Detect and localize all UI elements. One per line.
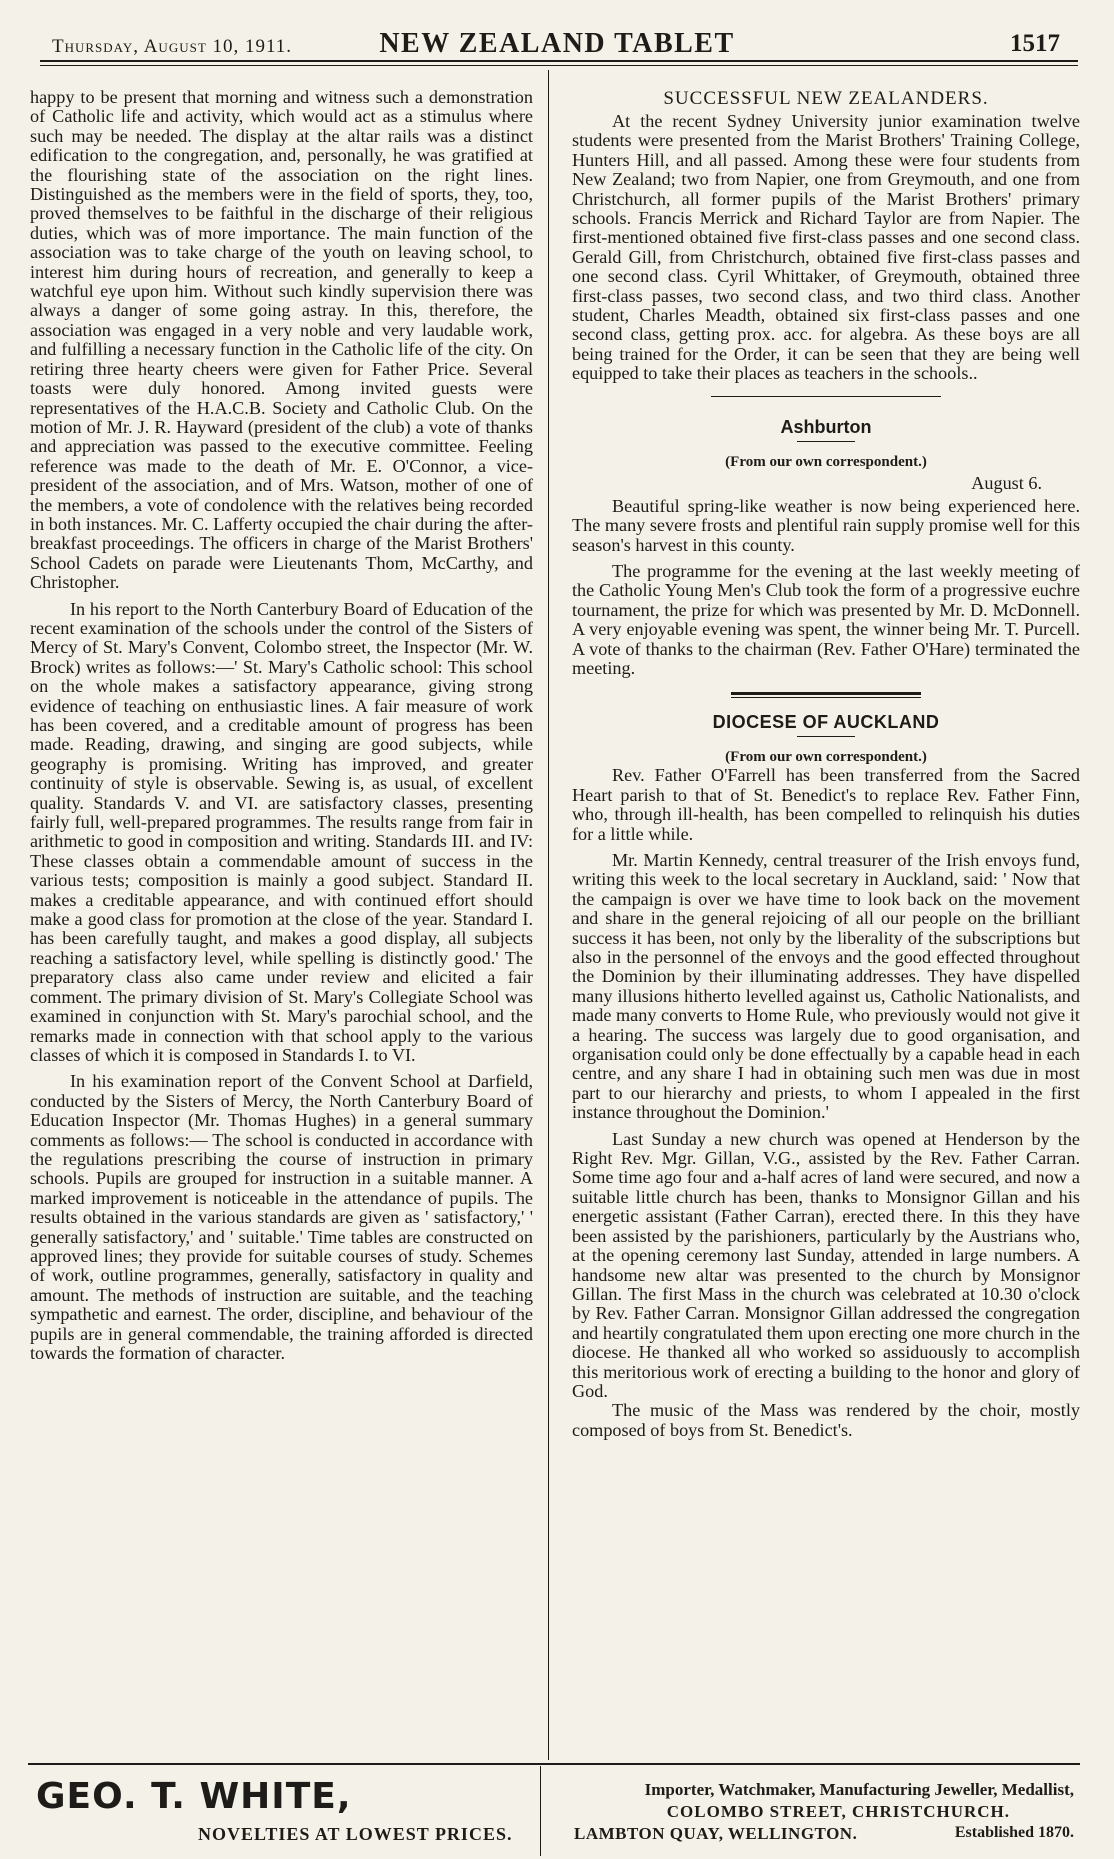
article-paragraph: Last Sunday a new church was opened at Henderson by the Right Rev. Mgr. Gillan, V.G., assisted by the Rev. Father Carran. Some time ago four and a-half acres of land were secured, and now a suitable little church has been, thanks to Monsignor Gillan and his energetic assistant (Father Carran), erected there. In this they have been assisted by the parishioners, particularly by the Austrians who, at the opening ceremony last Sunday, attended in large numbers. A handsome new altar was presented to the church by Monsignor Gillan. The first Mass in the church was celebrated at 10.30 o'clock by Rev. Father Carran. Monsignor Gillan addressed the congregation and heartily congratulated them upon erecting one more church in the diocese. He thanked all who worked so assiduously to accomplish this meritorious work of erecting a building to the honor and glory of God. (572, 1128, 1080, 1401)
article-paragraph: Beautiful spring-like weather is now being experienced here. The many severe frosts and plentiful rain supply promise well for this season's harvest in this county. (572, 495, 1080, 555)
masthead (40, 28, 1074, 62)
publication-title: NEW ZEALAND TABLET (379, 28, 735, 59)
heading-underline (797, 441, 855, 442)
article-paragraph: Rev. Father O'Farrell has been transferred from the Sacred Heart parish to that of St. Benedict's to replace Rev. Father Finn, who, through ill-health, has been compelled to relinquish his duties for a little while. (572, 765, 1080, 844)
advertiser-address-christchurch: COLOMBO STREET, CHRISTCHURCH. (666, 1802, 1010, 1821)
section-heading: DIOCESE OF AUCKLAND (712, 712, 940, 733)
advertisement-rule (28, 1763, 1080, 1765)
advertiser-name: GEO. T. WHITE, (36, 1776, 352, 1817)
section-successful-new-zealanders (572, 88, 1080, 384)
section-separator (711, 396, 941, 397)
section-title: SUCCESSFUL NEW ZEALANDERS. (663, 88, 989, 109)
correspondent-byline: (From our own correspondent.) (725, 749, 927, 766)
section-heading: Ashburton (780, 416, 872, 437)
article-paragraph: The music of the Mass was rendered by the choir, mostly composed of boys from St. Benedict's. (572, 1400, 1080, 1440)
issue-date: Thursday, August 10, 1911. (52, 36, 293, 57)
advertisement-banner (28, 1772, 1080, 1852)
page-number: 1517 (1010, 30, 1060, 57)
advertiser-trade: Importer, Watchmaker, Manufacturing Jeweller, Medallist, (644, 1780, 1074, 1799)
article-paragraph: Mr. Martin Kennedy, central treasurer of the Irish envoys fund, writing this week to the local secretary in Auckland, said: ' Now that the campaign is over we have time to look back on the movement and share in the general rejoicing of all our people on the brilliant success it has been, not only by the liberality of the subscriptions but also in the personnel of the envoys and the good effected throughout the Dominion by their illuminating addresses. They have dispelled many illusions hitherto levelled against us, Catholic Nationalists, and made many converts to Home Rule, who previously would not give it a hearing. The success was largely due to good organisation, and organisation could only be done effectually by a capable head in each centre, and any share I had in obtaining such men was due in most part to our hierarchy and priests, to whom I appealed in the first instance throughout the Dominion.' (572, 849, 1080, 1123)
dateline: August 6. (971, 472, 1042, 493)
advertiser-established: Established 1870. (954, 1824, 1074, 1841)
section-ashburton (572, 417, 1080, 679)
article-paragraph: At the recent Sydney University junior examination twelve students were presented from the Marist Brothers' Training College, Hunters Hill, and all passed. Among these were four students from New Zealand; two from Napier, one from Greymouth, and one from Christchurch, all former pupils of the Marist Brothers' primary schools. Francis Merrick and Richard Taylor are from Napier. The first-mentioned obtained five first-class passes and one second class. Gerald Gill, from Christchurch, obtained five first-class passes and one second class. Cyril Whittaker, of Greymouth, obtained three first-class passes, two second class, and two third class. Another student, Charles Meadth, obtained six first-class passes and one second class, getting prox. acc. for algebra. As these boys are all being trained for the Order, it can be seen that they are being well equipped to take their places as teachers in the schools.. (572, 111, 1080, 384)
heading-underline (797, 736, 855, 737)
article-paragraph: In his report to the North Canterbury Board of Education of the recent examination of the schools under the control of the Sisters of Mercy of St. Mary's Convent, Colombo street, the Inspector (Mr. W. Brock) writes as follows:—' St. Mary's Catholic school: This school on the whole makes a satisfactory appearance, giving strong evidence of teaching on enthusiastic lines. A fair measure of work has been covered, and a creditable amount of progress has been made. Reading, drawing, and singing are good subjects, while geography is promising. Writing has improved, and greater continuity of style is observable. Sewing is, as usual, of excellent quality. Standards V. and VI. are satisfactory classes, presenting fairly full, well-prepared programmes. The results range from fair in arithmetic to good in composition and writing. Standards III. and IV: These classes obtain a commendable amount of success in the various tests; composition is mainly a good subject. Standard II. makes a creditable appearance, and with continued effort should make a good class for promotion at the close of the year. Standard I. has been carefully taught, and makes a good display, all subjects reaching a satisfactory level, while spelling is distinctly good.' The preparatory class also came under review and elicited a fair comment. The primary division of St. Mary's Collegiate School was examined in conjunction with St. Mary's parochial school, and the remarks made in connection with that school apply to the various classes of which it is composed in Standards I. to VI. (30, 598, 533, 1065)
section-diocese-of-auckland (572, 712, 1080, 1440)
right-column (572, 88, 1080, 1758)
masthead-rule-thin (40, 65, 1078, 66)
advertiser-address-wellington: LAMBTON QUAY, WELLINGTON. (574, 1824, 858, 1843)
section-double-separator (731, 692, 921, 698)
article-paragraph: happy to be present that morning and witness such a demonstration of Catholic life and activity, which would act as a stimulus where such may be needed. The display at the altar rails was a distinct edification to the congregation, and, personally, he was gratified at the flourishing state of the association on the right lines. Distinguished as the members were in the field of sports, they, too, proved themselves to be faithful in the discharge of their religious duties, which was of more importance. The main function of the association was to take charge of the youth on leaving school, to interest him during hours of recreation, and generally to keep a watchful eye upon him. Without such kindly supervision there was always a danger of some going astray. In this, therefore, the association was engaged in a very noble and very laudable work, and fulfilling a necessary function in the Catholic life of the city. On retiring three hearty cheers were given for Father Price. Several toasts were duly honored. Among invited guests were representatives of the H.A.C.B. Society and Catholic Club. On the motion of Mr. J. R. Hayward (president of the club) a vote of thanks and appreciation was passed to the executive committee. Feeling reference was made to the death of Mr. E. O'Connor, a vice-president of the association, and of Mrs. Watson, mother of one of the members, a vote of condolence with the relatives being recorded in both instances. Mr. C. Lafferty occupied the chair during the after-breakfast proceedings. The officers in charge of the Marist Brothers' School Cadets on parade were Lieutenants Thom, McCarthy, and Christopher. (30, 88, 533, 593)
masthead-rule (40, 60, 1078, 62)
correspondent-byline: (From our own correspondent.) (725, 453, 927, 470)
column-divider (548, 70, 549, 1760)
article-paragraph: In his examination report of the Convent School at Darfield, conducted by the Sisters of Mercy, the North Canterbury Board of Education Inspector (Mr. Thomas Hughes) in a general summary comments as follows:— The school is conducted in accordance with the regulations prescribing the course of instruction in primary schools. Pupils are grouped for instruction in a suitable manner. A marked improvement is noticeable in the attendance of pupils. The results obtained in the various standards are given as ' satisfactory,' ' generally satisfactory,' and ' suitable.' Time tables are constructed on approved lines; they provide for suitable courses of study. Schemes of work, outline programmes, generally, satisfactory in quality and amount. The methods of instruction are suitable, and the teaching sympathetic and earnest. The order, discipline, and behaviour of the pupils are in general commendable, the training afforded is directed towards the formation of character. (30, 1071, 533, 1363)
left-column (30, 88, 533, 1758)
article-paragraph: The programme for the evening at the last weekly meeting of the Catholic Young Men's Club took the form of a progressive euchre tournament, the prize for which was presented by Mr. D. McDonnell. A very enjoyable evening was spent, the winner being Mr. T. Purcell. A vote of thanks to the chairman (Rev. Father O'Hare) terminated the meeting. (572, 560, 1080, 678)
advertisement-tagline: NOVELTIES AT LOWEST PRICES. (198, 1824, 513, 1844)
